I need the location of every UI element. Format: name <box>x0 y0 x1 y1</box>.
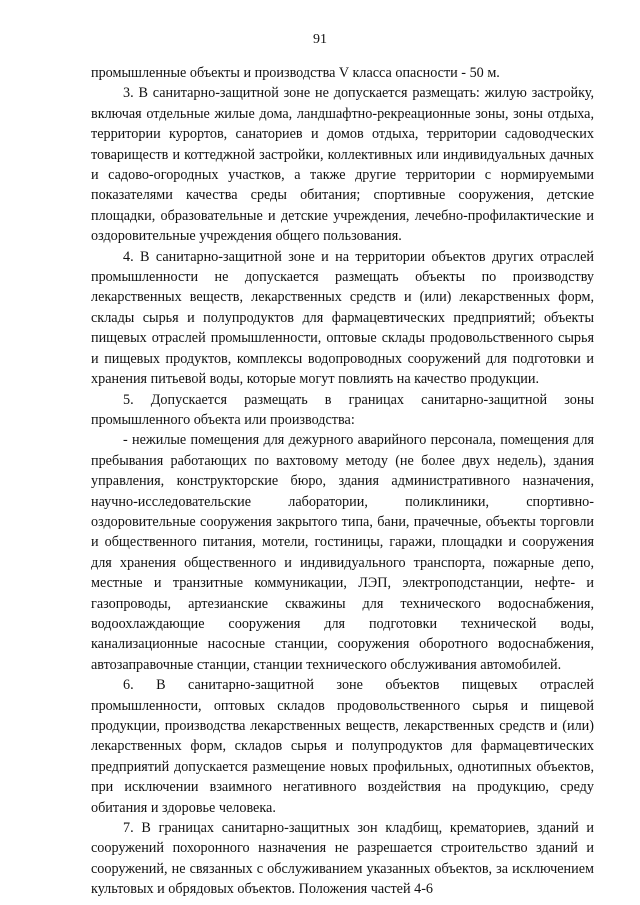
page-number: 91 <box>313 32 327 47</box>
paragraph-continuation: промышленные объекты и производства V класса опасности - 50 м. <box>91 65 500 81</box>
document-body <box>91 63 594 900</box>
paragraph-item-5-list: - нежилые помещения для дежурного аварийного персонала, помещения для пребывания работающих по вахтовому методу (не более двух недель), здания управления, конструкторские бюро, здания административного назначения, научно-исследовательские лаборатории, поликлиники, спортивно-оздоровительные сооружения закрытого типа, бани, прачечные, объекты торговли и общественного питания, мотели, гостиницы, гаражи, площадки и сооружения для хранения общественного и индивидуального транспорта, пожарные депо, местные и транзитные коммуникации, ЛЭП, электроподстанции, нефте- и газопроводы, артезианские скважины для технического водоснабжения, водоохлаждающие сооружения для подготовки технической воды, канализационные насосные станции, сооружения оборотного водоснабжения, автозаправочные станции, станции технического обслуживания автомобилей. <box>91 432 594 673</box>
paragraph-item-4: 4. В санитарно-защитной зоне и на территории объектов других отраслей промышленности не допускается размещать объекты по производству лекарственных веществ, лекарственных средств и (или) лекарственных форм, склады сырья и полупродуктов для фармацевтических предприятий; объекты пищевых отраслей промышленности, оптовые склады продовольственного сырья и пищевых продуктов, комплексы водопроводных сооружений для подготовки и хранения питьевой воды, которые могут повлиять на качество продукции. <box>91 248 594 388</box>
paragraph-item-7: 7. В границах санитарно-защитных зон кладбищ, крематориев, зданий и сооружений похоронного назначения не разрешается строительство зданий и сооружений, не связанных с обслуживанием указанных объектов, за исключением культовых и обрядовых объектов. Положения частей 4-6 <box>91 820 594 898</box>
paragraph-item-6: 6. В санитарно-защитной зоне объектов пищевых отраслей промышленности, оптовых складов продовольственного сырья и пищевой продукции, производства лекарственных веществ, лекарственных средств и (или) лекарственных форм, складов сырья и полупродуктов для фармацевтических предприятий допускается размещение новых профильных, однотипных объектов, при исключении взаимного негативного воздействия на продукцию, среду обитания и здоровье человека. <box>91 677 594 816</box>
paragraph-item-5: 5. Допускается размещать в границах санитарно-защитной зоны промышленного объекта или производства: <box>91 391 594 428</box>
paragraph-item-3: 3. В санитарно-защитной зоне не допускается размещать: жилую застройку, включая отдельные жилые дома, ландшафтно-рекреационные зоны, зоны отдыха, территории курортов, санаториев и домов отдыха, территории садоводческих товариществ и коттеджной застройки, коллективных или индивидуальных дачных и садово-огородных участков, а также другие территории с нормируемыми показателями качества среды обитания; спортивные сооружения, детские площадки, образовательные и детские учреждения, лечебно-профилактические и оздоровительные учреждения общего пользования. <box>91 85 594 245</box>
